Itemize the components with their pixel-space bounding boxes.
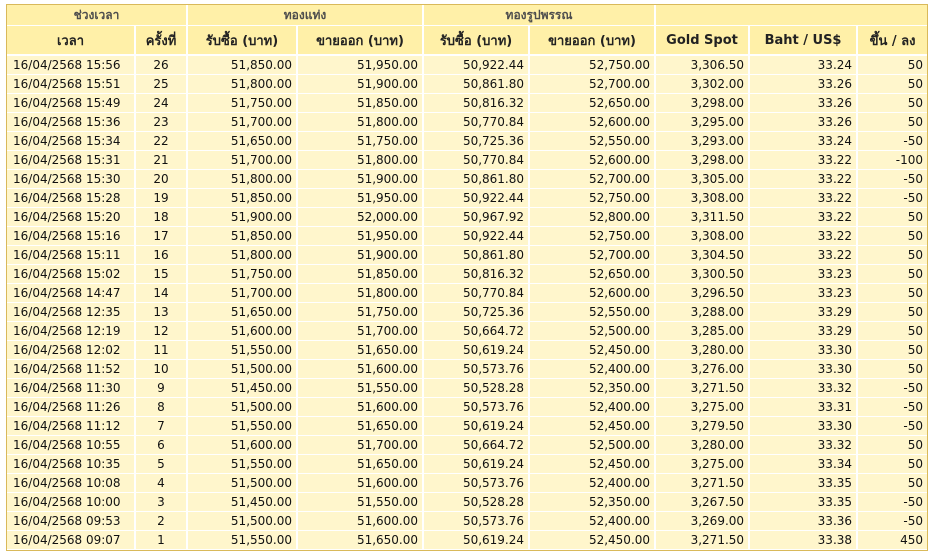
cell-change: -50 [857,417,927,436]
cell-round: 15 [135,265,187,284]
cell-ornament-buy: 50,816.32 [423,265,529,284]
cell-bar-buy: 51,600.00 [187,436,297,455]
cell-baht-usd: 33.30 [749,360,857,379]
col-header-bar-sell: ขายออก (บาท) [297,26,423,56]
cell-gold-spot: 3,285.00 [655,322,749,341]
cell-round: 11 [135,341,187,360]
col-header-time: เวลา [7,26,135,56]
cell-time: 16/04/2568 12:19 [7,322,135,341]
cell-ornament-sell: 52,600.00 [529,284,655,303]
cell-bar-sell: 51,600.00 [297,398,423,417]
cell-round: 24 [135,94,187,113]
cell-baht-usd: 33.30 [749,417,857,436]
cell-change: 50 [857,246,927,265]
table-row [7,170,927,189]
cell-ornament-buy: 50,528.28 [423,379,529,398]
cell-ornament-buy: 50,861.80 [423,246,529,265]
cell-change: 50 [857,284,927,303]
cell-ornament-sell: 52,450.00 [529,417,655,436]
cell-ornament-sell: 52,400.00 [529,360,655,379]
cell-bar-buy: 51,550.00 [187,341,297,360]
cell-baht-usd: 33.26 [749,75,857,94]
cell-gold-spot: 3,269.00 [655,512,749,531]
cell-gold-spot: 3,293.00 [655,132,749,151]
cell-ornament-sell: 52,800.00 [529,208,655,227]
cell-round: 26 [135,55,187,75]
cell-change: 50 [857,113,927,132]
cell-time: 16/04/2568 15:51 [7,75,135,94]
cell-time: 16/04/2568 10:00 [7,493,135,512]
cell-ornament-sell: 52,700.00 [529,75,655,94]
table-row [7,474,927,493]
cell-round: 2 [135,512,187,531]
cell-bar-sell: 51,800.00 [297,284,423,303]
cell-gold-spot: 3,279.50 [655,417,749,436]
cell-round: 23 [135,113,187,132]
cell-ornament-buy: 50,770.84 [423,113,529,132]
cell-bar-buy: 51,700.00 [187,284,297,303]
table-row [7,132,927,151]
cell-round: 10 [135,360,187,379]
cell-bar-sell: 51,950.00 [297,189,423,208]
table-row [7,398,927,417]
cell-change: 50 [857,303,927,322]
cell-ornament-buy: 50,922.44 [423,189,529,208]
group-header-market [655,5,927,26]
col-header-baht-usd: Baht / US$ [749,26,857,56]
cell-round: 9 [135,379,187,398]
cell-bar-buy: 51,600.00 [187,322,297,341]
group-header-time-period: ช่วงเวลา [7,5,187,26]
cell-time: 16/04/2568 15:34 [7,132,135,151]
cell-round: 21 [135,151,187,170]
table-row [7,246,927,265]
cell-time: 16/04/2568 11:12 [7,417,135,436]
cell-gold-spot: 3,308.00 [655,189,749,208]
cell-baht-usd: 33.22 [749,189,857,208]
cell-time: 16/04/2568 10:08 [7,474,135,493]
table-row [7,341,927,360]
cell-bar-sell: 51,650.00 [297,455,423,474]
cell-gold-spot: 3,300.50 [655,265,749,284]
cell-bar-sell: 51,650.00 [297,341,423,360]
table-body [7,55,927,550]
cell-change: -50 [857,379,927,398]
cell-change: -50 [857,132,927,151]
cell-gold-spot: 3,267.50 [655,493,749,512]
cell-round: 18 [135,208,187,227]
cell-ornament-sell: 52,550.00 [529,132,655,151]
cell-bar-buy: 51,450.00 [187,493,297,512]
cell-change: 50 [857,360,927,379]
cell-time: 16/04/2568 11:52 [7,360,135,379]
cell-bar-sell: 51,800.00 [297,113,423,132]
cell-ornament-buy: 50,861.80 [423,170,529,189]
cell-bar-sell: 51,950.00 [297,227,423,246]
table-row [7,512,927,531]
cell-ornament-sell: 52,500.00 [529,322,655,341]
cell-baht-usd: 33.26 [749,94,857,113]
cell-ornament-buy: 50,922.44 [423,55,529,75]
cell-ornament-sell: 52,450.00 [529,531,655,550]
table-row [7,360,927,379]
cell-baht-usd: 33.32 [749,379,857,398]
cell-baht-usd: 33.22 [749,227,857,246]
cell-ornament-buy: 50,619.24 [423,455,529,474]
cell-bar-buy: 51,800.00 [187,75,297,94]
cell-ornament-buy: 50,770.84 [423,284,529,303]
col-header-bar-buy: รับซื้อ (บาท) [187,26,297,56]
cell-ornament-buy: 50,861.80 [423,75,529,94]
cell-ornament-sell: 52,350.00 [529,493,655,512]
cell-bar-buy: 51,900.00 [187,208,297,227]
table-row [7,303,927,322]
cell-baht-usd: 33.31 [749,398,857,417]
cell-gold-spot: 3,296.50 [655,284,749,303]
cell-bar-sell: 51,650.00 [297,531,423,550]
cell-change: 50 [857,94,927,113]
cell-baht-usd: 33.29 [749,303,857,322]
cell-bar-sell: 51,900.00 [297,170,423,189]
table-row [7,208,927,227]
cell-baht-usd: 33.36 [749,512,857,531]
cell-time: 16/04/2568 09:07 [7,531,135,550]
cell-ornament-buy: 50,573.76 [423,360,529,379]
cell-bar-buy: 51,450.00 [187,379,297,398]
cell-change: 450 [857,531,927,550]
cell-change: 50 [857,474,927,493]
cell-bar-sell: 52,000.00 [297,208,423,227]
cell-gold-spot: 3,271.50 [655,474,749,493]
cell-baht-usd: 33.24 [749,55,857,75]
cell-bar-sell: 51,900.00 [297,246,423,265]
cell-ornament-sell: 52,750.00 [529,189,655,208]
cell-baht-usd: 33.30 [749,341,857,360]
cell-gold-spot: 3,275.00 [655,455,749,474]
cell-baht-usd: 33.22 [749,151,857,170]
cell-bar-sell: 51,800.00 [297,151,423,170]
cell-ornament-sell: 52,400.00 [529,474,655,493]
col-header-ornament-sell: ขายออก (บาท) [529,26,655,56]
cell-round: 4 [135,474,187,493]
cell-time: 16/04/2568 12:35 [7,303,135,322]
cell-bar-buy: 51,550.00 [187,455,297,474]
cell-gold-spot: 3,276.00 [655,360,749,379]
cell-round: 25 [135,75,187,94]
cell-ornament-buy: 50,664.72 [423,436,529,455]
cell-bar-buy: 51,500.00 [187,398,297,417]
cell-ornament-sell: 52,350.00 [529,379,655,398]
table-row [7,151,927,170]
cell-baht-usd: 33.22 [749,246,857,265]
group-header-gold-bar: ทองแท่ง [187,5,423,26]
cell-ornament-buy: 50,619.24 [423,531,529,550]
cell-bar-sell: 51,550.00 [297,493,423,512]
cell-gold-spot: 3,304.50 [655,246,749,265]
cell-change: 50 [857,322,927,341]
cell-gold-spot: 3,306.50 [655,55,749,75]
col-header-ornament-buy: รับซื้อ (บาท) [423,26,529,56]
cell-change: -100 [857,151,927,170]
cell-round: 22 [135,132,187,151]
cell-ornament-buy: 50,725.36 [423,303,529,322]
cell-ornament-buy: 50,619.24 [423,341,529,360]
cell-ornament-sell: 52,450.00 [529,455,655,474]
cell-ornament-sell: 52,700.00 [529,246,655,265]
cell-gold-spot: 3,298.00 [655,151,749,170]
cell-time: 16/04/2568 09:53 [7,512,135,531]
cell-baht-usd: 33.23 [749,284,857,303]
cell-time: 16/04/2568 15:49 [7,94,135,113]
cell-change: 50 [857,436,927,455]
cell-ornament-buy: 50,770.84 [423,151,529,170]
cell-round: 19 [135,189,187,208]
cell-bar-buy: 51,550.00 [187,531,297,550]
cell-round: 1 [135,531,187,550]
cell-round: 16 [135,246,187,265]
table-row [7,113,927,132]
cell-bar-buy: 51,500.00 [187,474,297,493]
table-row [7,436,927,455]
cell-ornament-buy: 50,967.92 [423,208,529,227]
group-header-ornament-gold: ทองรูปพรรณ [423,5,655,26]
cell-ornament-buy: 50,573.76 [423,512,529,531]
table-row [7,227,927,246]
cell-bar-buy: 51,550.00 [187,417,297,436]
cell-bar-buy: 51,800.00 [187,170,297,189]
cell-bar-sell: 51,750.00 [297,132,423,151]
gold-price-history-panel [6,4,928,551]
cell-ornament-buy: 50,725.36 [423,132,529,151]
cell-bar-buy: 51,650.00 [187,303,297,322]
cell-baht-usd: 33.22 [749,170,857,189]
cell-ornament-sell: 52,500.00 [529,436,655,455]
cell-time: 16/04/2568 15:11 [7,246,135,265]
cell-bar-sell: 51,900.00 [297,75,423,94]
cell-change: 50 [857,341,927,360]
cell-round: 3 [135,493,187,512]
cell-ornament-sell: 52,700.00 [529,170,655,189]
cell-ornament-sell: 52,550.00 [529,303,655,322]
table-row [7,531,927,550]
cell-round: 7 [135,417,187,436]
table-row [7,75,927,94]
cell-bar-sell: 51,700.00 [297,436,423,455]
cell-ornament-sell: 52,750.00 [529,227,655,246]
cell-ornament-buy: 50,528.28 [423,493,529,512]
cell-gold-spot: 3,275.00 [655,398,749,417]
cell-bar-buy: 51,700.00 [187,113,297,132]
cell-ornament-sell: 52,750.00 [529,55,655,75]
cell-bar-sell: 51,950.00 [297,55,423,75]
col-header-gold-spot: Gold Spot [655,26,749,56]
cell-change: 50 [857,208,927,227]
cell-bar-sell: 51,700.00 [297,322,423,341]
cell-ornament-buy: 50,922.44 [423,227,529,246]
cell-ornament-sell: 52,650.00 [529,265,655,284]
cell-time: 16/04/2568 14:47 [7,284,135,303]
table-row [7,379,927,398]
cell-bar-buy: 51,700.00 [187,151,297,170]
cell-bar-buy: 51,850.00 [187,189,297,208]
cell-change: 50 [857,265,927,284]
cell-bar-sell: 51,650.00 [297,417,423,436]
cell-bar-buy: 51,500.00 [187,512,297,531]
cell-bar-sell: 51,850.00 [297,94,423,113]
cell-ornament-buy: 50,664.72 [423,322,529,341]
cell-time: 16/04/2568 12:02 [7,341,135,360]
cell-bar-buy: 51,850.00 [187,227,297,246]
cell-time: 16/04/2568 11:26 [7,398,135,417]
cell-ornament-buy: 50,573.76 [423,398,529,417]
table-row [7,493,927,512]
cell-bar-buy: 51,800.00 [187,246,297,265]
cell-time: 16/04/2568 15:28 [7,189,135,208]
cell-baht-usd: 33.34 [749,455,857,474]
table-row [7,284,927,303]
cell-baht-usd: 33.35 [749,474,857,493]
cell-gold-spot: 3,288.00 [655,303,749,322]
cell-bar-sell: 51,600.00 [297,512,423,531]
cell-baht-usd: 33.22 [749,208,857,227]
cell-gold-spot: 3,280.00 [655,341,749,360]
cell-baht-usd: 33.38 [749,531,857,550]
cell-change: 50 [857,455,927,474]
cell-change: 50 [857,75,927,94]
cell-time: 16/04/2568 15:16 [7,227,135,246]
table-row [7,455,927,474]
cell-baht-usd: 33.24 [749,132,857,151]
cell-gold-spot: 3,305.00 [655,170,749,189]
cell-time: 16/04/2568 10:55 [7,436,135,455]
cell-round: 5 [135,455,187,474]
cell-ornament-sell: 52,400.00 [529,512,655,531]
cell-bar-sell: 51,600.00 [297,474,423,493]
cell-round: 13 [135,303,187,322]
cell-change: -50 [857,398,927,417]
cell-time: 16/04/2568 15:31 [7,151,135,170]
cell-gold-spot: 3,271.50 [655,379,749,398]
table-row [7,265,927,284]
cell-bar-sell: 51,600.00 [297,360,423,379]
cell-baht-usd: 33.26 [749,113,857,132]
cell-gold-spot: 3,311.50 [655,208,749,227]
cell-ornament-buy: 50,573.76 [423,474,529,493]
table-row [7,94,927,113]
cell-change: -50 [857,512,927,531]
cell-ornament-sell: 52,600.00 [529,113,655,132]
cell-time: 16/04/2568 15:02 [7,265,135,284]
cell-gold-spot: 3,298.00 [655,94,749,113]
cell-bar-buy: 51,750.00 [187,94,297,113]
cell-ornament-sell: 52,600.00 [529,151,655,170]
column-header-row [7,26,927,56]
cell-baht-usd: 33.32 [749,436,857,455]
group-header-row [7,5,927,26]
cell-baht-usd: 33.29 [749,322,857,341]
cell-change: -50 [857,189,927,208]
cell-ornament-sell: 52,650.00 [529,94,655,113]
cell-gold-spot: 3,271.50 [655,531,749,550]
cell-round: 6 [135,436,187,455]
cell-change: 50 [857,227,927,246]
cell-change: -50 [857,170,927,189]
col-header-round: ครั้งที่ [135,26,187,56]
cell-ornament-buy: 50,816.32 [423,94,529,113]
cell-round: 17 [135,227,187,246]
cell-baht-usd: 33.35 [749,493,857,512]
cell-time: 16/04/2568 10:35 [7,455,135,474]
cell-change: -50 [857,493,927,512]
cell-bar-buy: 51,650.00 [187,132,297,151]
cell-bar-sell: 51,750.00 [297,303,423,322]
cell-change: 50 [857,55,927,75]
cell-ornament-sell: 52,400.00 [529,398,655,417]
cell-gold-spot: 3,280.00 [655,436,749,455]
cell-round: 12 [135,322,187,341]
cell-time: 16/04/2568 15:30 [7,170,135,189]
gold-price-table [7,5,927,550]
cell-time: 16/04/2568 15:56 [7,55,135,75]
cell-time: 16/04/2568 15:20 [7,208,135,227]
table-row [7,417,927,436]
cell-time: 16/04/2568 11:30 [7,379,135,398]
cell-bar-sell: 51,850.00 [297,265,423,284]
cell-round: 20 [135,170,187,189]
cell-round: 8 [135,398,187,417]
cell-bar-buy: 51,500.00 [187,360,297,379]
cell-ornament-sell: 52,450.00 [529,341,655,360]
table-row [7,189,927,208]
table-row [7,322,927,341]
table-row [7,55,927,75]
cell-round: 14 [135,284,187,303]
cell-gold-spot: 3,308.00 [655,227,749,246]
cell-bar-buy: 51,850.00 [187,55,297,75]
cell-gold-spot: 3,302.00 [655,75,749,94]
cell-bar-sell: 51,550.00 [297,379,423,398]
cell-time: 16/04/2568 15:36 [7,113,135,132]
cell-gold-spot: 3,295.00 [655,113,749,132]
cell-bar-buy: 51,750.00 [187,265,297,284]
cell-baht-usd: 33.23 [749,265,857,284]
cell-ornament-buy: 50,619.24 [423,417,529,436]
col-header-change: ขึ้น / ลง [857,26,927,56]
